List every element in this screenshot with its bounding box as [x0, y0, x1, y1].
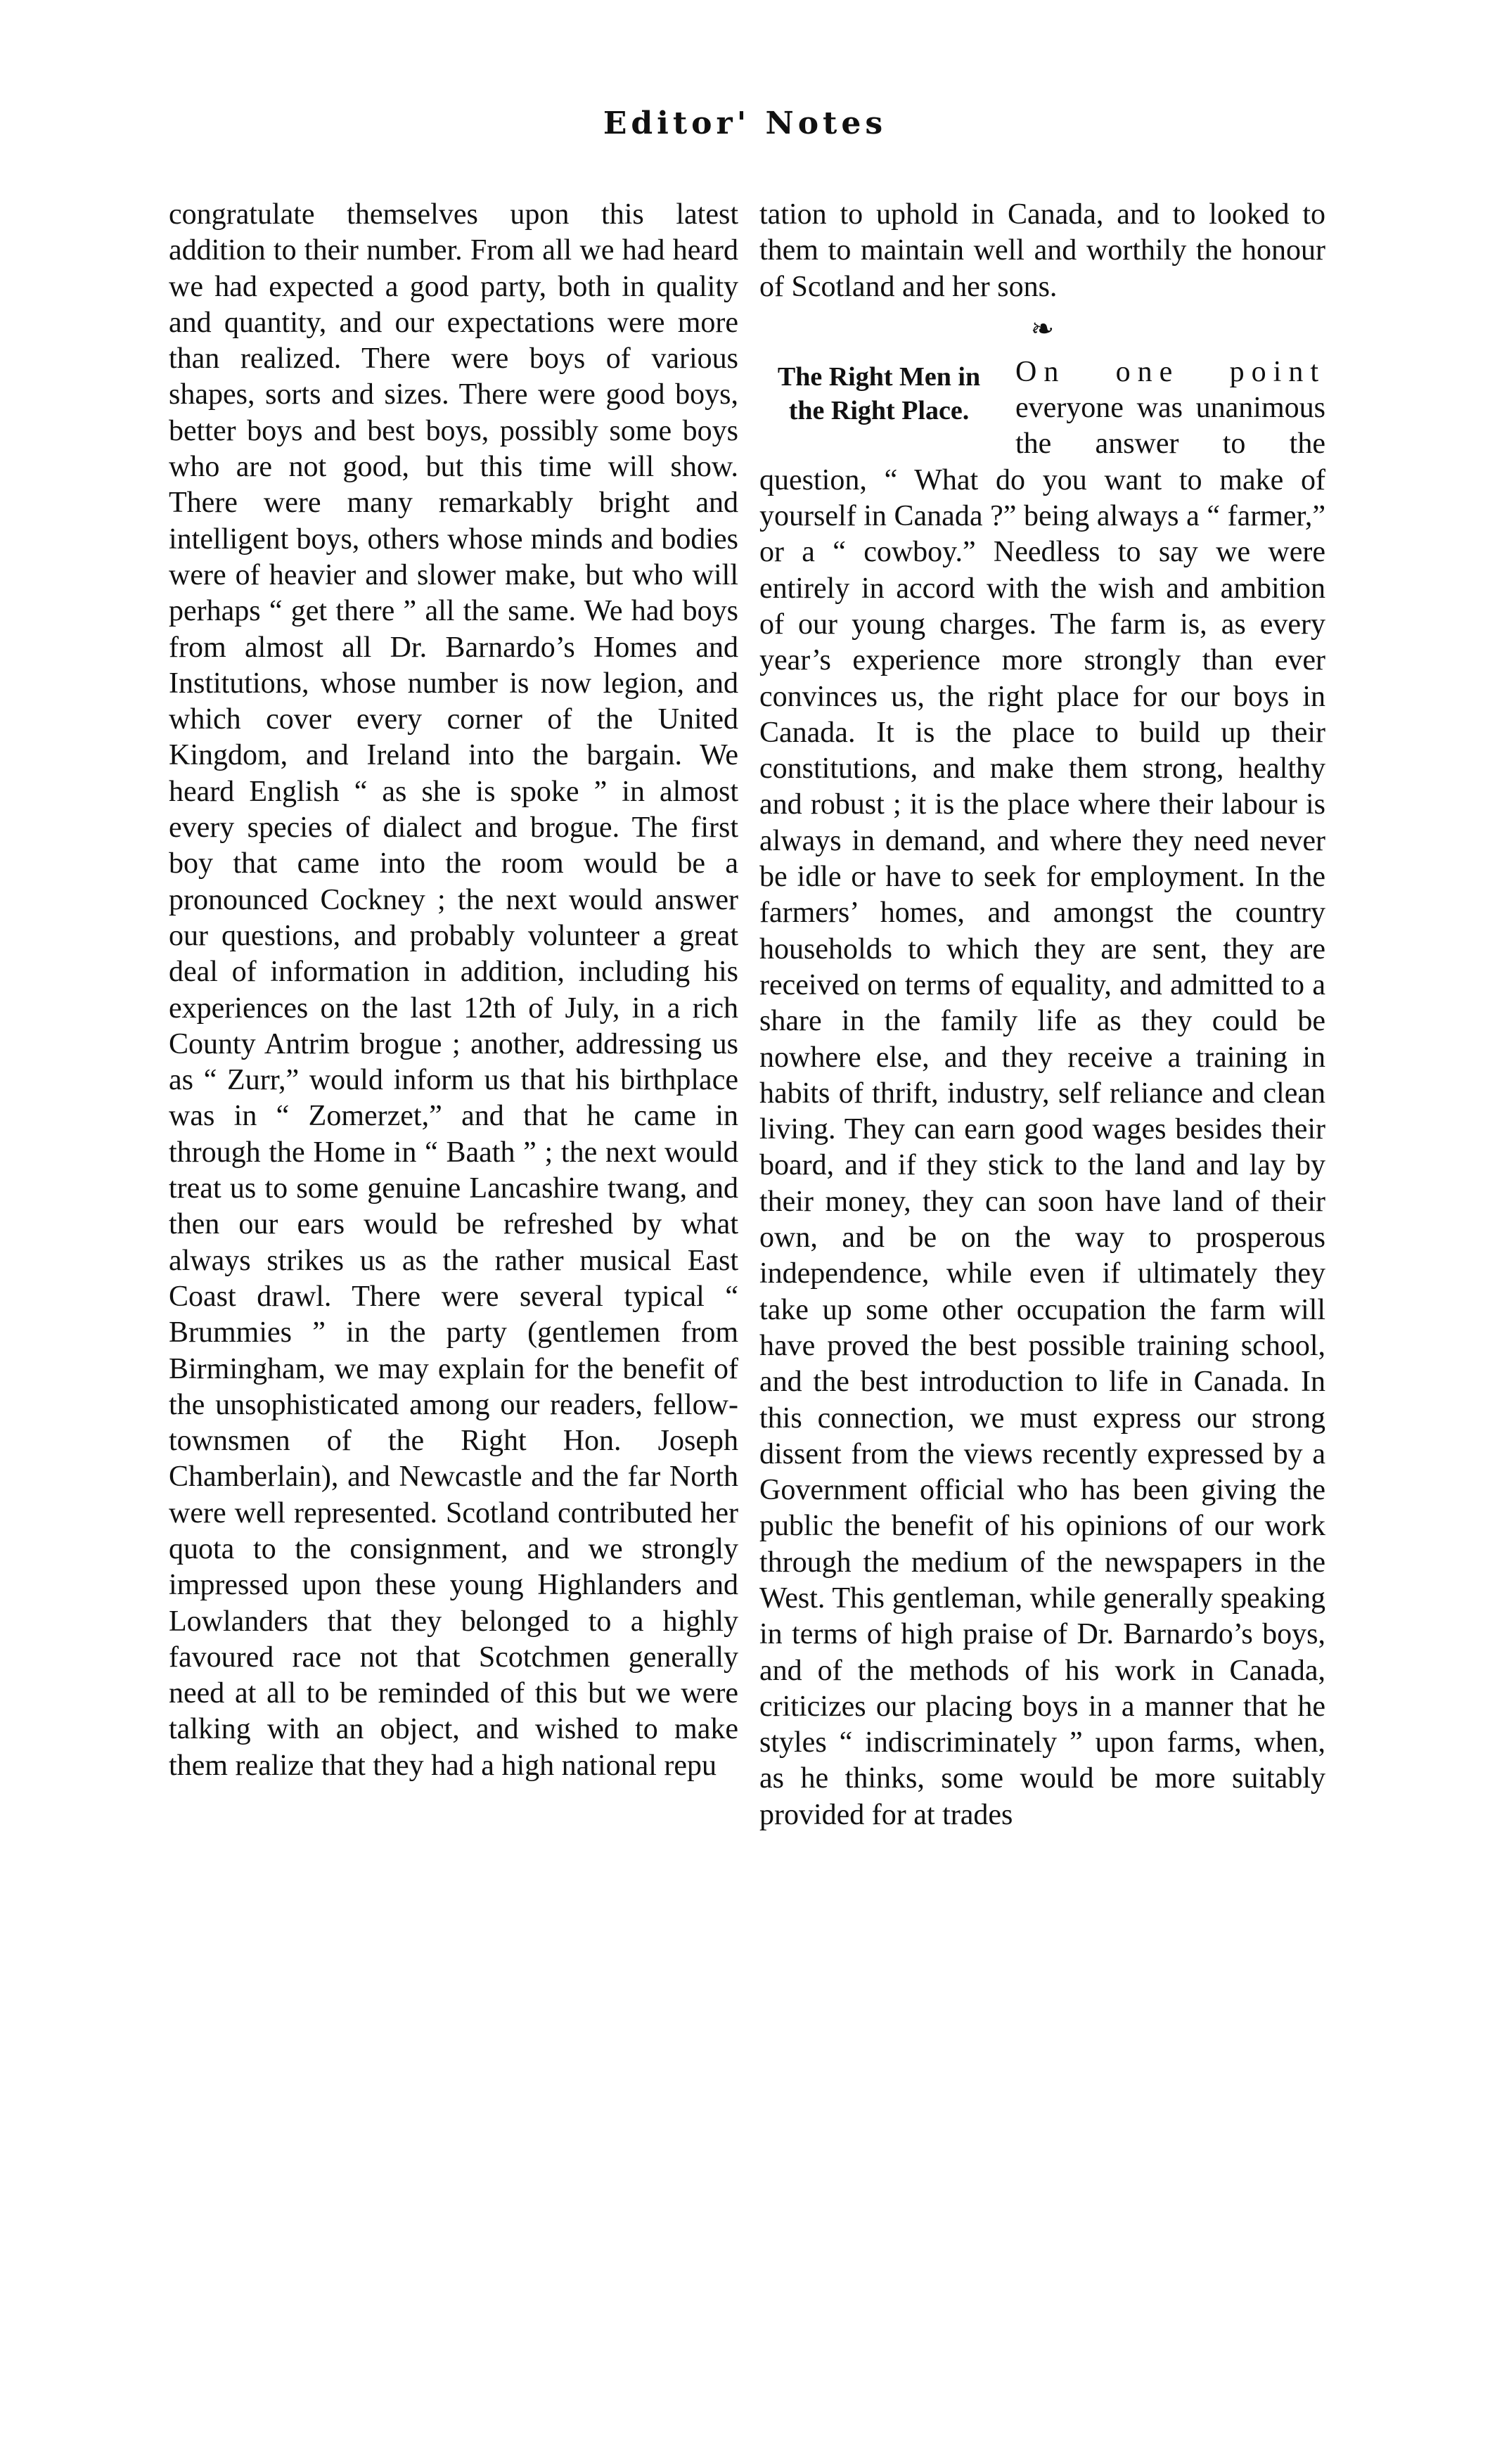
side-heading: The Right Men in the Right Place. — [777, 361, 981, 425]
right-column — [759, 197, 1325, 1833]
left-column-text: congratulate themselves upon this latest addition to their number. From all we had heard we had expected a good party, both in quality and quantity, and our expectations were more than realized. There were boys of various shapes, sorts and sizes. There were good boys, better boys and best boys, possibly some boys who are not good, but this time will show. There were many remarkably bright and intelligent boys, others whose minds and bodies were of heavier and slower make, but who will perhaps “ get there ” all the same. We had boys from almost all Dr. Barnardo’s Homes and Institutions, whose number is now legion, and which cover every corner of the United Kingdom, and Ireland into the bargain. We heard English “ as she is spoke ” in almost every species of dialect and brogue. The first boy that came into the room would be a pronounced Cockney ; the next would answer our questions, and probably volunteer a great deal of information in addition, including his experiences on the last 12th of July, in a rich County Antrim brogue ; another, addressing us as “ Zurr,” would inform us that his birthplace was in “ Zomerzet,” and that he came in through the Home in “ Baath ” ; the next would treat us to some genuine Lancashire twang, and then our ears would be refreshed by what always strikes us as the rather musical East Coast drawl. There were several typical “ Brummies ” in the party (gentlemen from Birmingham, we may explain for the benefit of the unsophisticated among our readers, fellow-townsmen of the Right Hon. Joseph Chamberlain), and Newcastle and the far North were well represented. Scotland contributed her quota to the consignment, and we strongly impressed upon these young Highlanders and Lowlanders that they belonged to a highly favoured race not that Scotchmen generally need at all to be reminded of this but we were talking with an object, and wished to make them realize that they had a high national repu — [169, 198, 738, 1782]
section-ornament-icon: ❧ — [1030, 312, 1055, 345]
right-column-body-text: everyone was unanimous the answer to the question, “ What do you want to make of yourself in Canada ?” being always a “ farmer,” or a “ cowboy.” Needless to say we were entirely in accord with the wish and ambition of our young charges. The farm is, as every year’s experience more strongly than ever convinces us, the right place for our boys in Canada. It is the place to build up their constitutions, and make them strong, healthy and robust ; it is the place where their labour is always in demand, and where they need never be idle or have to seek for employment. In the farmers’ homes, and amongst the country households to which they are sent, they are received on terms of equality, and admitted to a share in the family life as they could be nowhere else, and they receive a training in habits of thrift, industry, self reliance and clean living. They can earn good wages besides their board, and if they stick to the land and lay by their money, they can soon have land of their own, and be on the way to prosperous independence, while even if ultimately they take up some other occupation the farm will have proved the best possible training school, and the best introduction to life in Canada. In this connection, we must express our strong dissent from the views recently expressed by a Government official who has been giving the public the benefit of his opinions of our work through the medium of the newspapers in the West. This gentleman, while generally speaking in terms of high praise of Dr. Barnardo’s boys, and of the methods of his work in Canada, criticizes our placing boys in a manner that he styles “ indiscriminately ” upon farms, when, as he thinks, some would be more suitably provided for at trades — [759, 392, 1325, 1831]
section-lead-in: On one point — [1015, 355, 1325, 388]
left-column — [169, 197, 738, 1784]
right-column-top-text: tation to uphold in Canada, and to looked to them to maintain well and worthily the honour of Scotland and her sons. — [759, 198, 1325, 303]
running-header: Editor' Notes — [603, 105, 887, 141]
right-column-body — [759, 354, 1325, 1833]
